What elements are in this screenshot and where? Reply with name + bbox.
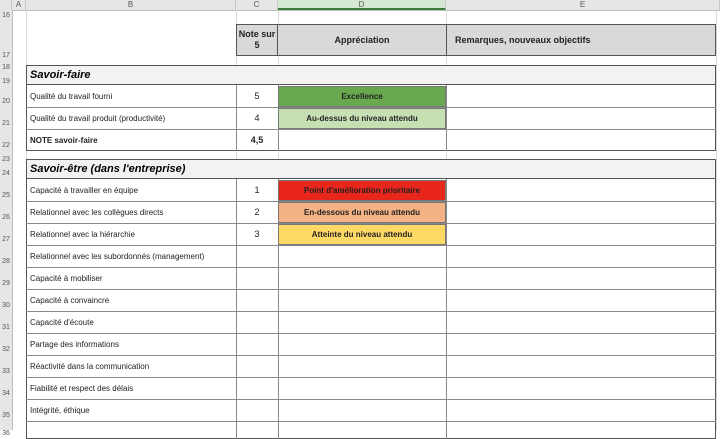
row-number[interactable]: 24 xyxy=(2,170,10,177)
header-note[interactable] xyxy=(236,24,278,56)
row-number[interactable]: 17 xyxy=(2,52,10,59)
appreciation-cell[interactable] xyxy=(278,86,446,107)
section-title: Savoir-faire xyxy=(30,69,91,81)
row-number[interactable]: 25 xyxy=(2,192,10,199)
criterion-label[interactable]: Qualité du travail fourni xyxy=(30,92,113,101)
row-number[interactable]: 26 xyxy=(2,214,10,221)
criterion-label[interactable]: Réactivité dans la communication xyxy=(30,362,150,371)
gridline xyxy=(26,377,716,378)
row-number[interactable]: 35 xyxy=(2,412,10,419)
note-value[interactable]: 4 xyxy=(254,113,260,123)
column-header-a[interactable]: A xyxy=(12,0,26,10)
gridline xyxy=(26,333,716,334)
row-number[interactable]: 30 xyxy=(2,302,10,309)
column-header-b[interactable]: B xyxy=(26,0,236,10)
row-number[interactable]: 16 xyxy=(2,12,10,19)
gridline xyxy=(716,10,717,430)
gridline xyxy=(26,245,716,246)
criterion-label[interactable]: Qualité du travail produit (productivité) xyxy=(30,114,166,123)
appreciation-label: En-dessous du niveau attendu xyxy=(303,208,420,217)
criterion-label[interactable]: Capacité à mobiliser xyxy=(30,274,103,283)
section-title: Savoir-être (dans l'entreprise) xyxy=(30,163,186,175)
row-number[interactable]: 34 xyxy=(2,390,10,397)
gridline xyxy=(26,129,716,130)
header-appreciation[interactable] xyxy=(277,24,447,56)
gridline xyxy=(26,311,716,312)
select-all-corner[interactable] xyxy=(0,0,12,10)
gridline xyxy=(26,267,716,268)
column-header-bar xyxy=(0,0,720,11)
row-number[interactable]: 18 xyxy=(2,64,10,71)
criterion-label[interactable]: Partage des informations xyxy=(30,340,119,349)
gridline xyxy=(26,421,716,422)
appreciation-label: Excellence xyxy=(341,92,383,101)
column-header-c[interactable]: C xyxy=(236,0,278,10)
note-value[interactable]: 5 xyxy=(254,91,260,101)
row-number[interactable]: 32 xyxy=(2,346,10,353)
note-value[interactable]: 2 xyxy=(254,207,260,217)
column-header-e[interactable]: E xyxy=(446,0,720,10)
gridline xyxy=(446,85,447,151)
note-value[interactable]: 1 xyxy=(254,185,260,195)
criterion-label[interactable]: Relationnel avec les subordonnés (management) xyxy=(30,252,205,261)
appreciation-label: Au-dessus du niveau attendu xyxy=(306,114,418,123)
criterion-label[interactable]: Relationnel avec les collègues directs xyxy=(30,208,164,217)
note-total-value[interactable]: 4,5 xyxy=(250,135,264,145)
row-number[interactable]: 31 xyxy=(2,324,10,331)
row-number[interactable]: 29 xyxy=(2,280,10,287)
row-number[interactable]: 20 xyxy=(2,98,10,105)
appreciation-cell[interactable] xyxy=(278,108,446,129)
row-number[interactable]: 19 xyxy=(2,78,10,85)
gridline xyxy=(446,179,447,439)
row-number[interactable]: 33 xyxy=(2,368,10,375)
criterion-label[interactable]: Capacité à convaincre xyxy=(30,296,110,305)
row-number[interactable]: 22 xyxy=(2,142,10,149)
gridline xyxy=(26,355,716,356)
header-remarks[interactable] xyxy=(446,24,716,56)
gridline xyxy=(26,399,716,400)
criterion-label[interactable]: Fiabilité et respect des délais xyxy=(30,384,134,393)
section-savoir-faire[interactable] xyxy=(26,65,716,85)
header-remarks-label: Remarques, nouveaux objectifs xyxy=(455,35,591,45)
appreciation-label: Atteinte du niveau attendu xyxy=(311,230,413,239)
gridline xyxy=(26,289,716,290)
row-number[interactable]: 27 xyxy=(2,236,10,243)
row-number[interactable]: 21 xyxy=(2,120,10,127)
column-header-d[interactable]: D xyxy=(278,0,446,10)
criterion-label[interactable]: Capacité à travailler en équipe xyxy=(30,186,139,195)
appreciation-cell[interactable] xyxy=(278,224,446,245)
criterion-label[interactable]: Intégrité, éthique xyxy=(30,406,90,415)
header-note-label: Note sur 5 xyxy=(238,29,276,50)
criterion-label-total[interactable]: NOTE savoir-faire xyxy=(30,136,98,145)
appreciation-label: Point d'amélioration prioritaire xyxy=(303,186,421,195)
appreciation-cell[interactable] xyxy=(278,202,446,223)
row-header-bar xyxy=(0,10,13,437)
criterion-label[interactable]: Capacité d'écoute xyxy=(30,318,94,327)
section-savoir-etre[interactable] xyxy=(26,159,716,179)
gridline xyxy=(236,179,237,439)
appreciation-cell[interactable] xyxy=(278,180,446,201)
row-number[interactable]: 28 xyxy=(2,258,10,265)
header-appreciation-label: Appréciation xyxy=(334,35,390,45)
row-number[interactable]: 36 xyxy=(2,430,10,437)
row-number[interactable]: 23 xyxy=(2,156,10,163)
criterion-label[interactable]: Relationnel avec la hiérarchie xyxy=(30,230,135,239)
note-value[interactable]: 3 xyxy=(254,229,260,239)
